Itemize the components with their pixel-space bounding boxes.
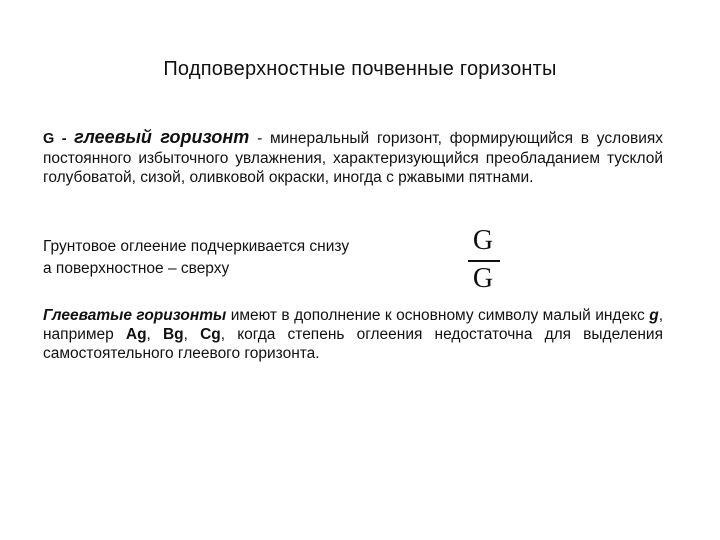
slide-title: Подповерхностные почвенные горизонты <box>163 58 557 80</box>
text-segment-2: , например <box>43 307 663 343</box>
separator-1: , <box>146 326 163 343</box>
index-g: g <box>649 307 659 324</box>
paragraph-gley-horizon <box>43 128 663 187</box>
fraction-denominator: G <box>472 263 494 294</box>
term-gleyic-horizons: Глееватые горизонты <box>43 307 227 324</box>
symbol-ag: Ag <box>125 326 147 343</box>
gley-fraction <box>462 224 504 296</box>
fraction-bar <box>468 260 500 262</box>
fraction-numerator: G <box>472 225 494 256</box>
paragraph-gleyic-horizons <box>43 306 663 363</box>
separator-2: , <box>183 326 201 343</box>
text-segment-1: имеют в дополнение к основному символу малый индекс <box>226 307 650 324</box>
paragraph-gleying <box>43 236 423 280</box>
gleying-line-1: Грунтовое оглеение подчеркивается снизу <box>43 238 350 255</box>
definition-text: - минеральный горизонт, формирующийся в условиях постоянного избыточного увлажнения, характеризующийся преобладанием тусклой голубоватой, сизой, оливковой окраски, иногда с ржавыми пятнами. <box>43 130 663 186</box>
text-segment-3: , когда степень оглеения недостаточна для выделения самостоятельного глеевого горизонта. <box>43 326 663 362</box>
symbol-bg: Bg <box>162 326 184 343</box>
horizon-symbol: G - <box>43 131 75 147</box>
symbol-cg: Cg <box>200 326 221 343</box>
gleying-line-2: а поверхностное – сверху <box>43 260 230 277</box>
term-gley-horizon: глеевый горизонт <box>74 127 250 147</box>
